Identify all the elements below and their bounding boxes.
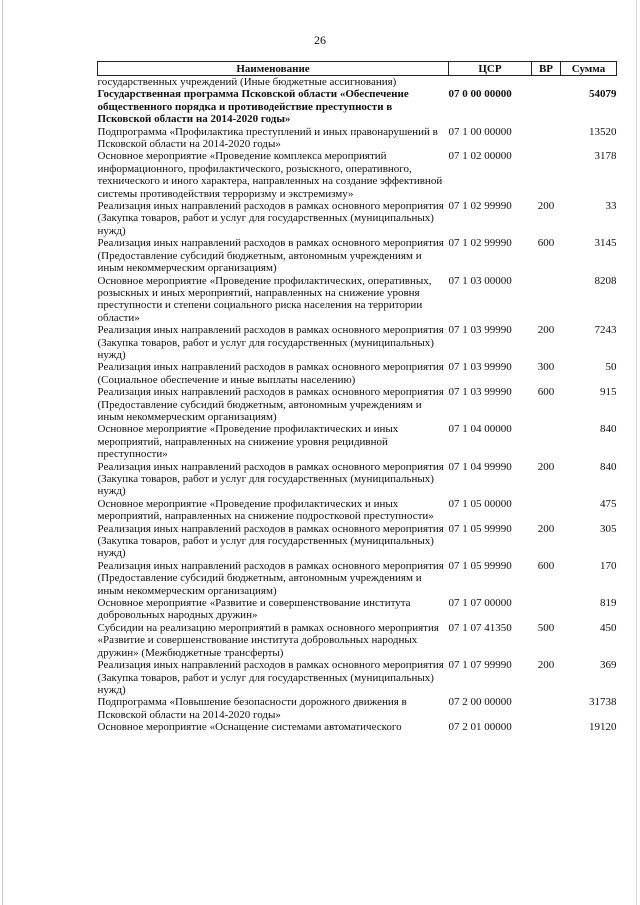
table-row xyxy=(98,597,617,622)
table-row xyxy=(98,498,617,523)
page-number: 26 xyxy=(314,33,326,47)
row-name: Реализация иных направлений расходов в рамках основного мероприятия (Закупка товаров, работ и услуг для государственных (муниципальных) нужд) xyxy=(97,200,444,237)
row-name: Основное мероприятие «Проведение профилактических, оперативных, розыскных и иных мероприятий, направленных на снижение уровня преступности и степени социального риска населения на территории области» xyxy=(97,274,432,324)
row-vr xyxy=(532,498,561,523)
row-csr: 07 1 05 99990 xyxy=(448,522,512,535)
row-vr: 200 xyxy=(537,522,555,535)
row-name: Основное мероприятие «Проведение профилактических и иных мероприятий, направленных на снижение подростковой преступности» xyxy=(97,497,434,523)
row-vr: 200 xyxy=(537,659,555,672)
row-name: Основное мероприятие «Проведение профилактических и иных мероприятий, направленных на снижение уровня рецидивной преступности» xyxy=(97,423,399,461)
row-name: Государственная программа Псковской области «Обеспечение общественного порядка и противодействие преступности в Псковской области на 2014-2020 годы» xyxy=(97,88,409,126)
row-sum: 450 xyxy=(600,621,617,634)
row-csr xyxy=(449,76,532,89)
table-row xyxy=(98,523,617,560)
table-body xyxy=(98,76,617,734)
table-row xyxy=(98,461,617,498)
row-name: Основное мероприятие «Оснащение системами автоматического xyxy=(97,721,402,734)
table-header-row xyxy=(98,62,617,76)
row-sum: 33 xyxy=(605,200,617,213)
row-vr: 200 xyxy=(537,460,555,473)
row-csr: 07 1 04 00000 xyxy=(448,423,512,436)
row-sum: 369 xyxy=(600,659,617,672)
row-csr: 07 1 05 00000 xyxy=(448,497,512,510)
table-row xyxy=(98,150,617,200)
table-row xyxy=(98,76,617,89)
table-row xyxy=(98,324,617,361)
row-vr: 500 xyxy=(537,621,555,634)
row-sum: 50 xyxy=(605,361,617,374)
table-row xyxy=(98,386,617,423)
row-vr: 200 xyxy=(537,324,555,337)
row-sum: 7243 xyxy=(594,324,617,337)
row-vr xyxy=(532,423,561,460)
row-name: Реализация иных направлений расходов в рамках основного мероприятия (Предоставление субсидий бюджетным, автономным учреждениям и иным некоммерческим организациям) xyxy=(97,237,444,275)
row-vr xyxy=(532,150,561,200)
row-sum: 3178 xyxy=(594,150,617,163)
row-vr: 600 xyxy=(537,237,555,250)
table-row xyxy=(98,275,617,325)
row-csr: 07 1 07 41350 xyxy=(448,621,512,634)
row-csr: 07 1 02 00000 xyxy=(448,150,512,163)
row-csr: 07 1 03 99990 xyxy=(448,324,512,337)
row-csr: 07 2 01 00000 xyxy=(448,721,512,734)
header-vr: ВР xyxy=(532,62,561,76)
row-vr xyxy=(532,696,561,721)
row-sum: 170 xyxy=(600,559,617,572)
row-csr: 07 2 00 00000 xyxy=(448,696,512,709)
row-name: Реализация иных направлений расходов в рамках основного мероприятия (Закупка товаров, работ и услуг для государственных (муниципальных) нужд) xyxy=(97,460,444,498)
row-csr: 07 1 07 99990 xyxy=(448,659,512,672)
row-csr: 07 0 00 00000 xyxy=(448,88,512,101)
table-row xyxy=(98,126,617,151)
header-sum: Сумма xyxy=(561,62,617,76)
row-sum: 19120 xyxy=(589,721,617,734)
row-vr: 600 xyxy=(537,386,555,399)
row-sum: 840 xyxy=(600,460,617,473)
row-name: Реализация иных направлений расходов в рамках основного мероприятия (Социальное обеспечение и иные выплаты населению) xyxy=(97,361,444,386)
header-csr: ЦСР xyxy=(449,62,532,76)
scan-edge-left xyxy=(2,0,3,905)
row-vr xyxy=(532,721,561,733)
table-row xyxy=(98,696,617,721)
row-csr: 07 1 05 99990 xyxy=(448,559,512,572)
row-name: Подпрограмма «Повышение безопасности дорожного движения в Псковской области на 2014-2020 годы» xyxy=(97,696,407,721)
table-row xyxy=(98,721,617,733)
row-name: Реализация иных направлений расходов в рамках основного мероприятия (Закупка товаров, работ и услуг для государственных (муниципальных) нужд) xyxy=(97,324,444,361)
row-sum: 13520 xyxy=(589,125,617,138)
row-name: Основное мероприятие «Проведение комплекса мероприятий информационного, профилактического, розыскного, оперативного, технического и иного характера, направленных на создание эффективной системы противодействия терроризму и экстремизму» xyxy=(97,150,443,200)
row-csr: 07 1 02 99990 xyxy=(448,237,512,250)
row-name: Субсидии на реализацию мероприятий в рамках основного мероприятия «Развитие и совершенствование института добровольных народных дружин» (Межбюджетные трансферты) xyxy=(97,621,439,659)
row-name: государственных учреждений (Иные бюджетные ассигнования) xyxy=(97,76,397,88)
row-csr: 07 1 04 99990 xyxy=(448,460,512,473)
row-csr: 07 1 03 99990 xyxy=(448,361,512,374)
row-name: Подпрограмма «Профилактика преступлений и иных правонарушений в Псковской области на 2014-2020 годы» xyxy=(97,125,438,151)
row-sum xyxy=(561,76,617,89)
row-name: Основное мероприятие «Развитие и совершенствование института добровольных народных дружин» xyxy=(97,597,411,622)
table-row xyxy=(98,659,617,696)
row-vr xyxy=(532,597,561,622)
row-sum: 3145 xyxy=(594,237,617,250)
row-sum: 31738 xyxy=(589,696,617,709)
row-csr: 07 1 07 00000 xyxy=(448,597,512,610)
row-vr xyxy=(532,126,561,151)
table-row xyxy=(98,237,617,274)
row-vr xyxy=(532,275,561,325)
table-row xyxy=(98,560,617,597)
row-vr xyxy=(532,76,561,89)
row-sum: 305 xyxy=(600,522,617,535)
row-vr: 300 xyxy=(537,361,555,374)
row-name: Реализация иных направлений расходов в рамках основного мероприятия (Закупка товаров, работ и услуг для государственных (муниципальных) нужд) xyxy=(97,522,444,560)
table-row xyxy=(98,200,617,237)
row-csr: 07 1 03 99990 xyxy=(448,386,512,399)
scan-edge-right xyxy=(636,0,637,905)
header-name: Наименование xyxy=(98,62,449,76)
row-csr: 07 1 02 99990 xyxy=(448,200,512,213)
row-sum: 915 xyxy=(600,386,617,399)
row-sum: 819 xyxy=(600,597,617,610)
row-vr: 200 xyxy=(537,200,555,213)
table-row xyxy=(98,361,617,386)
row-sum: 475 xyxy=(600,497,617,510)
row-sum: 8208 xyxy=(594,274,617,287)
row-csr: 07 1 00 00000 xyxy=(448,125,512,138)
budget-table xyxy=(97,61,617,734)
row-name: Реализация иных направлений расходов в рамках основного мероприятия (Закупка товаров, работ и услуг для государственных (муниципальных) нужд) xyxy=(97,659,444,696)
row-csr: 07 1 03 00000 xyxy=(448,274,512,287)
row-sum: 840 xyxy=(600,423,617,436)
row-vr xyxy=(532,88,561,125)
table-row xyxy=(98,423,617,460)
row-name: Реализация иных направлений расходов в рамках основного мероприятия (Предоставление субсидий бюджетным, автономным учреждениям и иным некоммерческим организациям) xyxy=(97,386,444,423)
table-row xyxy=(98,622,617,659)
row-sum: 54079 xyxy=(589,88,617,101)
row-vr: 600 xyxy=(537,559,555,572)
table-row xyxy=(98,88,617,125)
row-name: Реализация иных направлений расходов в рамках основного мероприятия (Предоставление субсидий бюджетным, автономным учреждениям и иным некоммерческим организациям) xyxy=(97,559,444,597)
